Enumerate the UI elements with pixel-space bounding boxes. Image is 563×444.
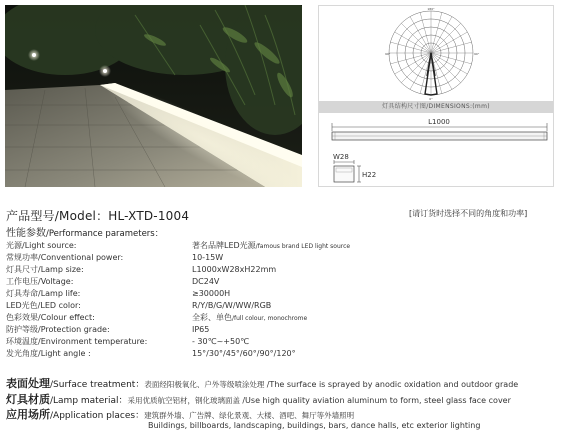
spec-label: 光源/Light source:	[6, 241, 77, 250]
spec-label: LED光色/LED color:	[6, 301, 81, 310]
spec-value: ≥30000H	[192, 289, 231, 298]
spec-value: R/Y/B/G/W/WW/RGB	[192, 301, 272, 310]
surface-treatment: 表面处理/Surface treatment：表面经阳极氧化、户外等级喷涂处理 /The surface is sprayed by anodic oxidation and outdoor grade	[6, 377, 519, 390]
spec-label: 灯具尺寸/Lamp size:	[6, 265, 84, 274]
model-title: 产品型号/Model：HL-XTD-1004	[6, 209, 190, 223]
spec-label: 防护等级/Protection grade:	[6, 325, 110, 334]
spec-value: 著名品牌LED光源/famous brand LED light source	[192, 241, 351, 250]
svg-text:90°: 90°	[385, 52, 391, 56]
spec-value: DC24V	[192, 277, 220, 286]
spec-value: IP65	[192, 325, 210, 334]
application-places-en: Buildings, billboards, landscaping, buildings, bars, dance halls, etc exterior lighting	[148, 421, 481, 430]
svg-text:90°: 90°	[474, 52, 480, 56]
performance-heading: 性能参数/Performance parameters：	[6, 228, 164, 239]
spec-label: 发光角度/Light angle :	[6, 349, 91, 358]
spec-value: - 30℃~+50℃	[192, 337, 250, 346]
length-label: L1000	[428, 118, 450, 126]
spec-value: 全彩、单色/full colour, monochrome	[192, 313, 308, 322]
lamp-material: 灯具材质/Lamp material：采用优质航空铝材，钢化玻璃面盖 /Use high quality aviation aluminum to form, steel glass face cover	[6, 393, 511, 406]
spec-label: 灯具寿命/Lamp life:	[6, 289, 81, 298]
light-distribution-diagram	[319, 6, 553, 101]
dimension-drawing	[319, 114, 553, 186]
width-label: W28	[333, 153, 349, 161]
svg-text:180°: 180°	[427, 7, 435, 11]
spec-label: 工作电压/Voltage:	[6, 277, 74, 286]
spec-value: 15°/30°/45°/60°/90°/120°	[192, 349, 296, 358]
dimensions-panel	[318, 5, 554, 187]
spec-label: 常规功率/Conventional power:	[6, 253, 124, 262]
height-label: H22	[362, 171, 377, 179]
product-photo	[5, 5, 302, 187]
spec-value: L1000xW28xH22mm	[192, 265, 277, 274]
dimensions-caption: 灯具结构尺寸图/DIMENSIONS:(mm)	[319, 101, 553, 113]
spec-label: 环境温度/Environment temperature:	[6, 337, 148, 346]
spec-value: 10-15W	[192, 253, 224, 262]
spec-label: 色彩效果/Colour effect:	[6, 313, 95, 322]
application-places: 应用场所/Application places：建筑群外墙、广告牌、绿化景观、大楼、酒吧、舞厅等外墙照明	[6, 408, 355, 421]
order-note: [请订货时选择不同的角度和功率]	[409, 209, 528, 218]
svg-text:0°: 0°	[429, 97, 433, 101]
